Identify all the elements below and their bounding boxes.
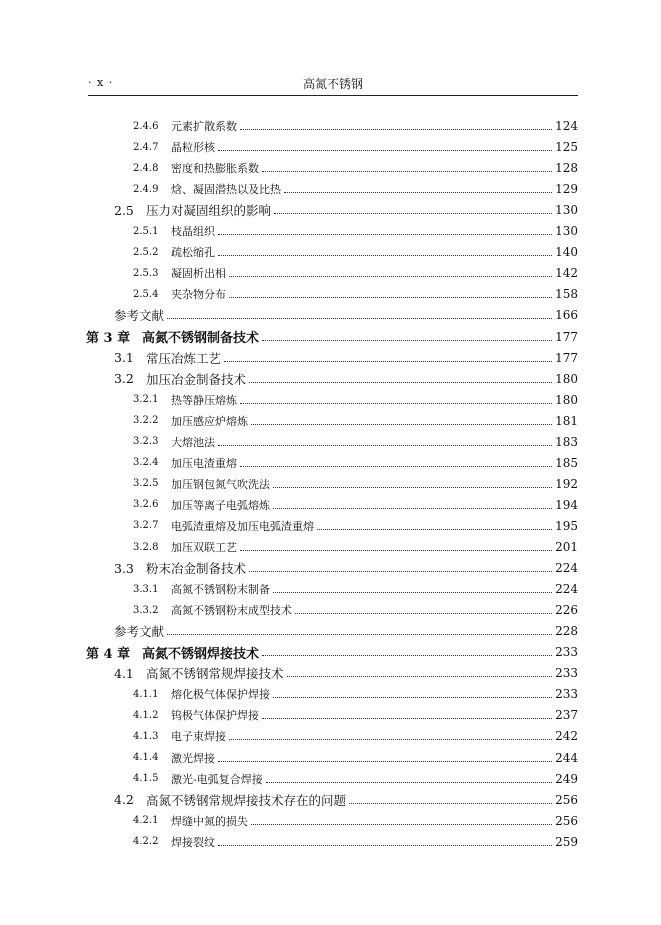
toc-entry-page: 256 (555, 813, 578, 828)
toc-entry-title: 密度和热膨胀系数 (171, 162, 259, 176)
toc-entry-title: 电子束焊接 (171, 730, 226, 744)
toc-entry-number: 第 4 章 (86, 646, 131, 662)
toc-entry-page: 192 (555, 476, 578, 491)
toc-entry-number: 3.3.1 (133, 583, 159, 595)
toc-entry-title: 元素扩散系数 (171, 120, 237, 133)
toc-subsection-entry (0, 137, 578, 157)
toc-entry-page: 195 (555, 518, 578, 533)
toc-entry-page: 233 (555, 687, 578, 702)
toc-entry-number: 2.5.4 (133, 288, 159, 300)
toc-entry-title: 压力对凝固组织的影响 (146, 203, 272, 219)
toc-entry-title: 高氮不锈钢粉末成型技术 (171, 604, 292, 618)
toc-dot-leader (229, 738, 552, 740)
toc-entry-page: 237 (555, 708, 578, 723)
toc-section-entry (0, 348, 578, 368)
toc-dot-leader (229, 275, 552, 277)
toc-subsection-entry (0, 263, 578, 283)
toc-section-entry (0, 200, 578, 220)
toc-entry-number: 4.1.4 (133, 752, 159, 763)
toc-entry-number: 2.5.2 (133, 246, 159, 258)
toc-subsection-entry (0, 516, 578, 536)
toc-dot-leader (240, 465, 552, 467)
toc-entry-number: 3.2.2 (133, 415, 159, 427)
toc-section-entry (0, 663, 578, 683)
toc-entry-page: 166 (555, 308, 578, 323)
toc-entry-page: 129 (555, 182, 578, 197)
toc-entry-page: 194 (555, 497, 578, 512)
toc-entry-title: 夹杂物分布 (171, 288, 226, 302)
toc-subsection-entry (0, 390, 578, 410)
toc-entry-number: 3.2.4 (133, 457, 159, 469)
toc-subsection-entry (0, 432, 578, 452)
toc-subsection-entry (0, 411, 578, 431)
toc-entry-number: 3.2.8 (133, 541, 159, 553)
toc-entry-number: 4.1 (114, 665, 134, 681)
toc-subsection-entry (0, 748, 578, 768)
toc-entry-page: 185 (555, 455, 578, 470)
toc-entry-number: 4.1.1 (133, 688, 159, 700)
toc-entry-number: 4.1.3 (133, 730, 159, 742)
toc-entry-page: 130 (555, 224, 578, 239)
toc-dot-leader (167, 317, 552, 319)
toc-entry-title: 激光-电弧复合焊接 (171, 772, 263, 786)
toc-dot-leader (218, 844, 552, 846)
toc-dot-leader (262, 654, 552, 656)
toc-entry-title: 激光焊接 (171, 751, 215, 765)
toc-references-entry (0, 305, 578, 325)
toc-entry-title: 焓、凝固潜热以及比热 (171, 183, 281, 197)
toc-subsection-entry (0, 179, 578, 199)
toc-entry-number: 2.5 (114, 202, 134, 218)
toc-entry-page: 244 (555, 750, 578, 765)
toc-entry-page: 224 (555, 582, 578, 597)
toc-entry-page: 177 (555, 350, 578, 365)
toc-subsection-entry (0, 726, 578, 746)
toc-dot-leader (273, 696, 552, 698)
toc-entry-title: 凝固析出相 (171, 267, 226, 281)
toc-dot-leader (224, 360, 552, 362)
toc-entry-page: 130 (555, 203, 578, 218)
toc-entry-title: 钨极气体保护焊接 (171, 709, 259, 723)
toc-dot-leader (229, 296, 552, 298)
toc-entry-number: 2.5.3 (133, 267, 159, 279)
toc-dot-leader (317, 528, 552, 530)
toc-subsection-entry (0, 832, 578, 852)
toc-references-entry (0, 621, 578, 641)
toc-entry-page: 183 (555, 434, 578, 449)
toc-dot-leader (240, 402, 552, 404)
toc-entry-page: 140 (555, 245, 578, 260)
toc-dot-leader (240, 549, 552, 551)
toc-entry-title: 加压等离子电弧熔炼 (171, 498, 270, 512)
toc-entry-number: 4.2 (114, 792, 134, 808)
toc-subsection-entry (0, 600, 578, 620)
toc-dot-leader (274, 212, 552, 214)
toc-subsection-entry (0, 495, 578, 515)
toc-entry-page: 180 (555, 392, 578, 407)
toc-dot-leader (262, 170, 552, 172)
toc-entry-title: 枝晶组织 (171, 225, 215, 239)
toc-subsection-entry (0, 474, 578, 494)
toc-entry-page: 158 (555, 287, 578, 302)
toc-dot-leader (218, 149, 552, 151)
toc-entry-number: 2.4.8 (133, 162, 159, 174)
toc-chapter-entry (0, 327, 578, 347)
toc-entry-number: 4.2.1 (133, 815, 159, 827)
toc-entry-number: 2.4.9 (133, 183, 159, 195)
toc-entry-page: 233 (555, 645, 578, 660)
toc-entry-page: 226 (555, 603, 578, 618)
toc-chapter-entry (0, 642, 578, 662)
header-rule (88, 95, 578, 96)
toc-entry-number: 3.2 (114, 371, 134, 387)
toc-entry-number: 3.3.2 (133, 604, 159, 616)
toc-dot-leader (349, 802, 552, 804)
toc-subsection-entry (0, 116, 578, 136)
toc-dot-leader (273, 591, 552, 593)
toc-entry-title: 热等静压熔炼 (171, 393, 237, 407)
page-number-folio: · x · (88, 76, 114, 89)
toc-dot-leader (218, 444, 552, 446)
toc-entry-number: 3.3 (114, 560, 134, 576)
toc-entry-number: 4.1.5 (133, 773, 159, 785)
toc-subsection-entry (0, 811, 578, 831)
toc-dot-leader (249, 381, 552, 383)
toc-entry-page: 201 (555, 540, 578, 554)
toc-dot-leader (262, 339, 552, 341)
toc-entry-number: 3.2.6 (133, 499, 159, 511)
toc-entry-page: 128 (555, 161, 578, 176)
toc-entry-title: 高氮不锈钢常规焊接技术存在的问题 (146, 792, 347, 808)
toc-section-entry (0, 369, 578, 389)
toc-subsection-entry (0, 769, 578, 789)
toc-entry-page: 259 (555, 834, 578, 849)
toc-entry-title: 常压冶炼工艺 (146, 350, 222, 366)
toc-subsection-entry (0, 453, 578, 473)
toc-entry-number: 2.4.6 (133, 120, 159, 132)
toc-entry-number: 3.2.3 (133, 436, 159, 448)
toc-entry-page: 181 (555, 413, 578, 428)
toc-dot-leader (251, 423, 552, 425)
toc-dot-leader (240, 128, 552, 130)
toc-entry-number: 3.2.7 (133, 520, 159, 532)
toc-dot-leader (167, 633, 552, 635)
toc-entry-number: 3.1 (114, 350, 134, 366)
running-title: 高氮不锈钢 (302, 77, 363, 91)
toc-subsection-entry (0, 705, 578, 725)
toc-dot-leader (251, 823, 552, 825)
toc-entry-page: 177 (555, 329, 578, 344)
toc-entry-page: 125 (555, 140, 578, 155)
toc-entry-title: 疏松缩孔 (171, 246, 215, 260)
toc-entry-title: 加压感应炉熔炼 (171, 414, 248, 428)
toc-dot-leader (284, 191, 552, 193)
toc-dot-leader (287, 675, 553, 677)
toc-entry-title: 电弧渣重熔及加压电弧渣重熔 (171, 519, 314, 533)
toc-entry-page: 228 (555, 624, 578, 639)
toc-subsection-entry (0, 221, 578, 241)
toc-entry-number: 4.2.2 (133, 836, 159, 848)
toc-section-entry (0, 790, 578, 810)
toc-entry-number: 2.5.1 (133, 225, 159, 237)
toc-entry-page: 224 (555, 561, 578, 576)
toc-dot-leader (273, 507, 552, 509)
toc-subsection-entry (0, 284, 578, 304)
toc-entry-title: 焊缝中氮的损失 (171, 814, 248, 828)
toc-entry-page: 180 (555, 371, 578, 386)
toc-dot-leader (266, 781, 552, 783)
toc-entry-page: 142 (555, 266, 578, 281)
toc-subsection-entry (0, 242, 578, 262)
toc-section-entry (0, 558, 578, 578)
toc-dot-leader (295, 612, 552, 614)
toc-dot-leader (262, 717, 552, 719)
toc-dot-leader (218, 760, 552, 762)
toc-entry-page: 124 (555, 119, 578, 133)
toc-entry-number: 第 3 章 (86, 331, 131, 346)
toc-entry-title: 熔化极气体保护焊接 (171, 688, 270, 702)
toc-entry-title: 高氮不锈钢常规焊接技术 (146, 666, 284, 682)
toc-entry-title: 大熔池法 (171, 435, 215, 449)
toc-entry-title: 加压钢包氮气吹洗法 (171, 477, 270, 491)
toc-entry-number: 2.4.7 (133, 141, 159, 153)
toc-dot-leader (218, 254, 552, 256)
toc-subsection-entry (0, 684, 578, 704)
toc-entry-page: 249 (555, 771, 578, 786)
toc-entry-title: 参考文献 (114, 624, 165, 640)
toc-entry-number: 3.2.5 (133, 478, 159, 490)
toc-entry-page: 242 (555, 729, 578, 744)
toc-dot-leader (273, 486, 552, 488)
toc-entry-title: 高氮不锈钢焊接技术 (142, 646, 260, 662)
toc-subsection-entry (0, 537, 578, 557)
toc-entry-title: 加压电渣重熔 (171, 456, 237, 470)
page-header (88, 74, 578, 94)
toc-entry-title: 参考文献 (114, 308, 165, 324)
toc-entry-title: 晶粒形核 (171, 141, 215, 155)
toc-entry-number: 4.1.2 (133, 709, 159, 721)
toc-dot-leader (249, 570, 552, 572)
toc-entry-page: 256 (555, 792, 578, 807)
toc-entry-number: 3.2.1 (133, 394, 159, 406)
toc-entry-title: 加压双联工艺 (171, 541, 237, 554)
toc-entry-title: 粉末冶金制备技术 (146, 561, 247, 577)
toc-entry-title: 高氮不锈钢制备技术 (142, 331, 260, 346)
toc-entry-title: 加压冶金制备技术 (146, 371, 247, 387)
toc-entry-title: 高氮不锈钢粉末制备 (171, 583, 270, 597)
toc-subsection-entry (0, 579, 578, 599)
toc-entry-page: 233 (555, 666, 578, 681)
toc-subsection-entry (0, 158, 578, 178)
toc-entry-title: 焊接裂纹 (171, 835, 215, 849)
toc-dot-leader (218, 233, 552, 235)
